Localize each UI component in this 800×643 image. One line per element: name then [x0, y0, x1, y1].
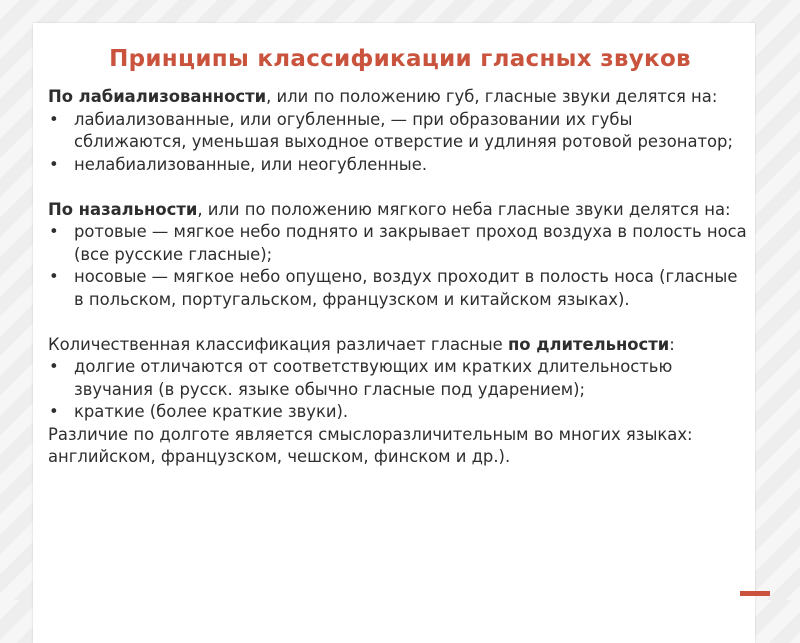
labial-paragraph	[48, 86, 748, 109]
nasal-rest: , или по положению мягкого неба гласные звуки делятся на:	[197, 199, 731, 219]
spacer	[48, 311, 748, 334]
list-item: • ротовые — мягкое небо поднято и закрывает проход воздуха в полость носа (все русские гласные);	[48, 221, 748, 266]
labial-rest: , или по положению губ, гласные звуки делятся на:	[266, 87, 718, 106]
list-item: • лабиализованные, или огубленные, — при образовании их губы сближаются, уменьшая выходное отверстие и удлиняя ротовой резонатор;	[48, 109, 748, 154]
length-paragraph	[48, 334, 748, 357]
accent-bar	[740, 591, 770, 596]
spacer	[48, 176, 748, 199]
length-list	[48, 356, 748, 424]
labial-term: По лабиализованности	[48, 87, 267, 106]
list-item: • нелабиализованные, или неогубленные.	[48, 154, 748, 177]
labial-list	[48, 109, 748, 177]
nasal-list	[48, 221, 748, 311]
slide-content	[48, 86, 748, 469]
length-colon: :	[669, 334, 675, 354]
length-term: по длительности	[507, 334, 670, 354]
list-item: • носовые — мягкое небо опущено, воздух проходит в полость носа (гласные в польском, португальском, французском и китайском языках).	[48, 266, 748, 311]
closing-paragraph: Различие по долготе является смыслоразличительным во многих языках: английском, французском, чешском, финском и др.).	[48, 424, 693, 466]
list-item: • долгие отличаются от соответствующих им кратких длительностью звучания (в русск. языке обычно гласные под ударением);	[48, 356, 748, 401]
nasal-paragraph	[48, 199, 748, 222]
length-intro: Количественная классификация различает гласные	[48, 334, 508, 354]
slide-title: Принципы классификации гласных звуков	[109, 46, 691, 72]
nasal-term: По назальности	[48, 199, 198, 219]
list-item: • краткие (более краткие звуки).	[48, 401, 748, 424]
